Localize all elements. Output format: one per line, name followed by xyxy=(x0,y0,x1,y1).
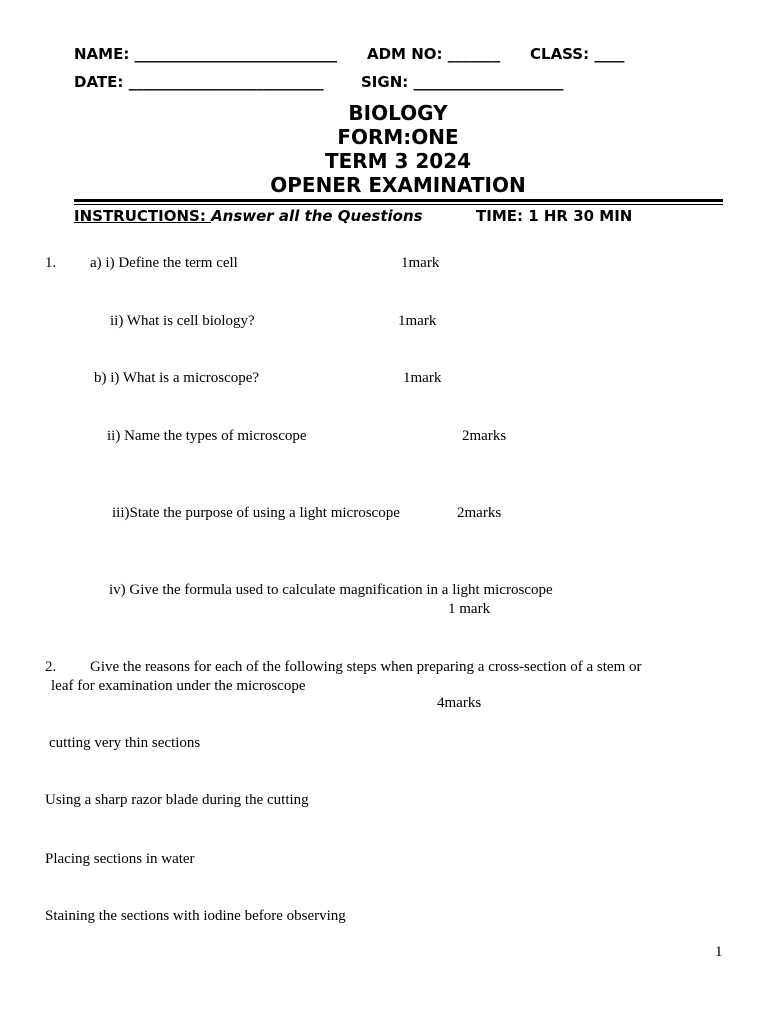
q2-step: Placing sections in water xyxy=(45,851,195,867)
sign-field-label: SIGN: ____________________ xyxy=(361,73,564,91)
title-exam: OPENER EXAMINATION xyxy=(270,173,526,197)
title-subject: BIOLOGY xyxy=(348,101,448,125)
q1-a-i-marks: 1mark xyxy=(401,255,440,271)
q1-b-i-text: b) i) What is a microscope? xyxy=(94,370,260,386)
q1-a-ii-text: ii) What is cell biology? xyxy=(110,313,255,329)
q1-b-ii-text: ii) Name the types of microscope xyxy=(107,428,307,444)
q2-step: Staining the sections with iodine before observing xyxy=(45,908,346,924)
q1-b-iii-marks: 2marks xyxy=(457,505,502,521)
q1-b-iv-text: iv) Give the formula used to calculate magnification in a light microscope xyxy=(109,582,553,598)
header-rule-thick xyxy=(74,199,723,202)
q1-a-i-text: a) i) Define the term cell xyxy=(90,255,238,271)
page-number: 1 xyxy=(715,944,723,960)
q2-text-line1: Give the reasons for each of the following steps when preparing a cross-section of a stem or xyxy=(90,659,642,675)
instructions-label: INSTRUCTIONS: xyxy=(74,207,212,225)
q1-b-iv-marks: 1 mark xyxy=(448,601,491,617)
q1-b-iii-text: iii)State the purpose of using a light microscope xyxy=(112,505,400,521)
q2-step: Using a sharp razor blade during the cutting xyxy=(45,792,309,808)
q1-a-ii-marks: 1mark xyxy=(398,313,437,329)
instructions xyxy=(74,207,423,225)
q2-number: 2. xyxy=(45,659,57,675)
instructions-text: Answer all the Questions xyxy=(211,207,423,225)
q2-marks: 4marks xyxy=(437,695,482,711)
class-field-label: CLASS: ____ xyxy=(530,45,625,63)
q1-b-i-marks: 1mark xyxy=(403,370,442,386)
q1-b-ii-marks: 2marks xyxy=(462,428,507,444)
name-field-label: NAME: ___________________________ xyxy=(74,45,338,63)
adm-no-field-label: ADM NO: _______ xyxy=(367,45,501,63)
title-term: TERM 3 2024 xyxy=(324,149,472,173)
exam-time: TIME: 1 HR 30 MIN xyxy=(476,207,633,225)
q2-text-line2: leaf for examination under the microscope xyxy=(51,678,306,694)
q2-step: cutting very thin sections xyxy=(49,735,201,751)
q1-number: 1. xyxy=(45,255,57,271)
title-form: FORM:ONE xyxy=(337,125,459,149)
date-field-label: DATE: __________________________ xyxy=(74,73,324,91)
header-rule-thin xyxy=(74,204,723,205)
